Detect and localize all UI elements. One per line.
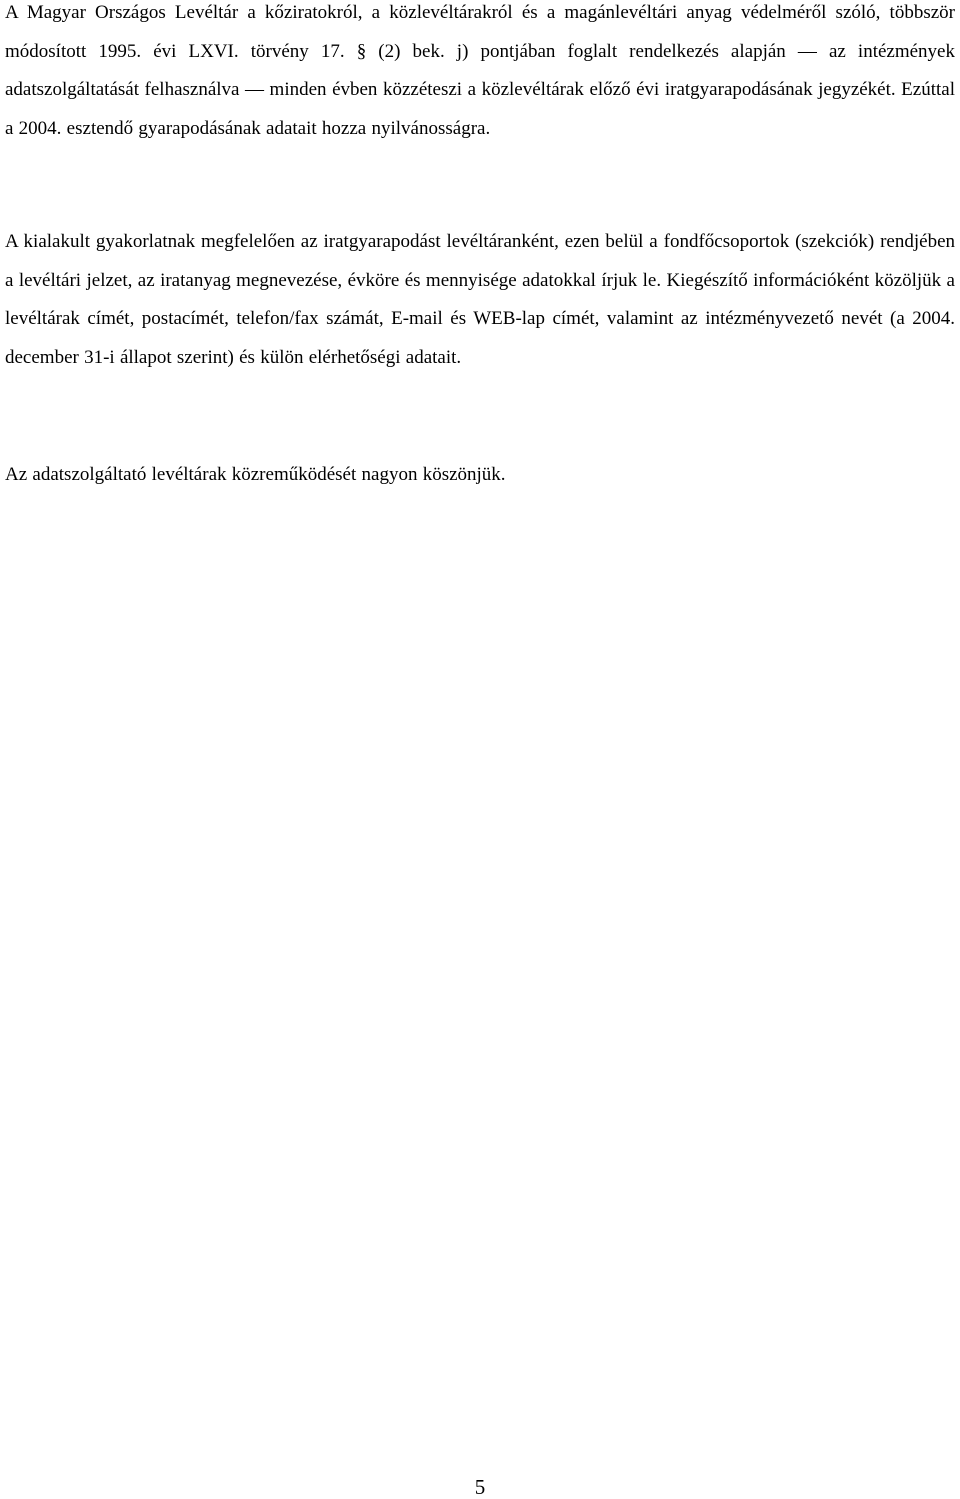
page-number: 5 [474,1475,486,1499]
method-paragraph: A kialakult gyakorlatnak megfelelően az iratgyarapodást levéltáranként, ezen belül a fondfőcsoportok (szekciók) rendjében a levéltári jelzet, az iratanyag megnevezése, évköre és mennyisége adatokkal írjuk le. Kiegészítő információként közöljük a levéltárak címét, postacímét, telefon/fax számát, E-mail és WEB-lap címét, valamint az intézményvezető nevét (a 2004. december 31-i állapot szerint) és külön elérhetőségi adatait. [5,231,955,368]
intro-paragraph: A Magyar Országos Levéltár a kőziratokról, a közlevéltárakról és a magánlevéltári anyag védelméről szóló, többször módosított 1995. évi LXVI. törvény 17. § (2) bek. j) pontjában foglalt rendelkezés alapján — az intézmények adatszolgáltatását felhasználva — minden évben közzéteszi a közlevéltárak előző évi iratgyarapodásának jegyzékét. Ezúttal a 2004. esztendő gyarapodásának adatait hozza nyilvánosságra. [5,2,955,139]
thanks-paragraph: Az adatszolgáltató levéltárak közreműködését nagyon köszönjük. [5,464,506,485]
